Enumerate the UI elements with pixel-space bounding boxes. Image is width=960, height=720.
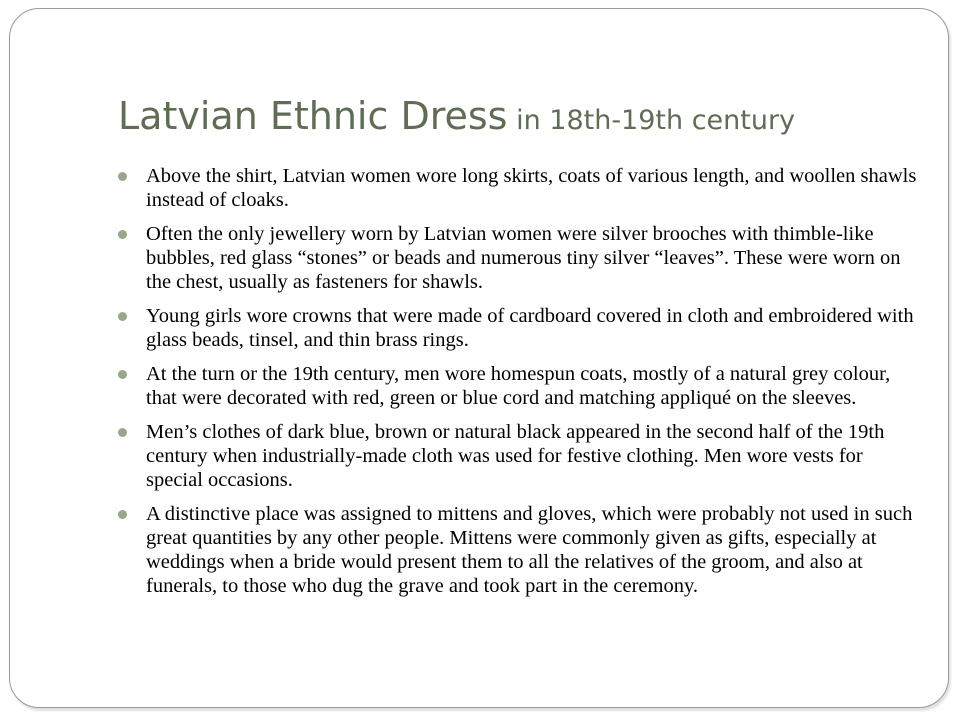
bullet-item bbox=[118, 164, 918, 212]
bullet-text: A distinctive place was assigned to mittens and gloves, which were probably not used in such great quantities by any other people. Mittens were commonly given as gifts, especially at weddings when a bride would present them to all the relatives of the groom, and also at funerals, to those who dug the grave and took part in the ceremony. bbox=[146, 503, 913, 597]
bullet-text: At the turn or the 19th century, men wore homespun coats, mostly of a natural grey colour, that were decorated with red, green or blue cord and matching appliqué on the sleeves. bbox=[146, 363, 891, 409]
bullet-item bbox=[118, 222, 918, 294]
bullet-text: Men’s clothes of dark blue, brown or natural black appeared in the second half of the 19th century when industrially-made cloth was used for festive clothing. Men wore vests for special occasions. bbox=[146, 421, 885, 491]
title-main: Latvian Ethnic Dress bbox=[118, 94, 508, 138]
bullet-dot-icon bbox=[118, 370, 127, 379]
bullet-dot-icon bbox=[118, 510, 127, 519]
bullet-item bbox=[118, 420, 918, 492]
bullet-list bbox=[118, 164, 918, 608]
slide-title bbox=[118, 94, 796, 138]
bullet-item bbox=[118, 502, 918, 598]
bullet-item bbox=[118, 304, 918, 352]
title-subtitle: in 18th-19th century bbox=[507, 105, 796, 136]
bullet-dot-icon bbox=[118, 428, 127, 437]
bullet-dot-icon bbox=[118, 312, 127, 321]
bullet-item bbox=[118, 362, 918, 410]
bullet-text: Young girls wore crowns that were made of cardboard covered in cloth and embroidered with glass beads, tinsel, and thin brass rings. bbox=[146, 305, 914, 351]
bullet-text: Above the shirt, Latvian women wore long skirts, coats of various length, and woollen shawls instead of cloaks. bbox=[146, 165, 917, 211]
bullet-dot-icon bbox=[118, 172, 127, 181]
slide-frame bbox=[9, 8, 949, 708]
bullet-dot-icon bbox=[118, 230, 127, 239]
bullet-text: Often the only jewellery worn by Latvian women were silver brooches with thimble-like bubbles, red glass “stones” or beads and numerous tiny silver “leaves”. These were worn on the chest, usually as fasteners for shawls. bbox=[146, 223, 901, 293]
